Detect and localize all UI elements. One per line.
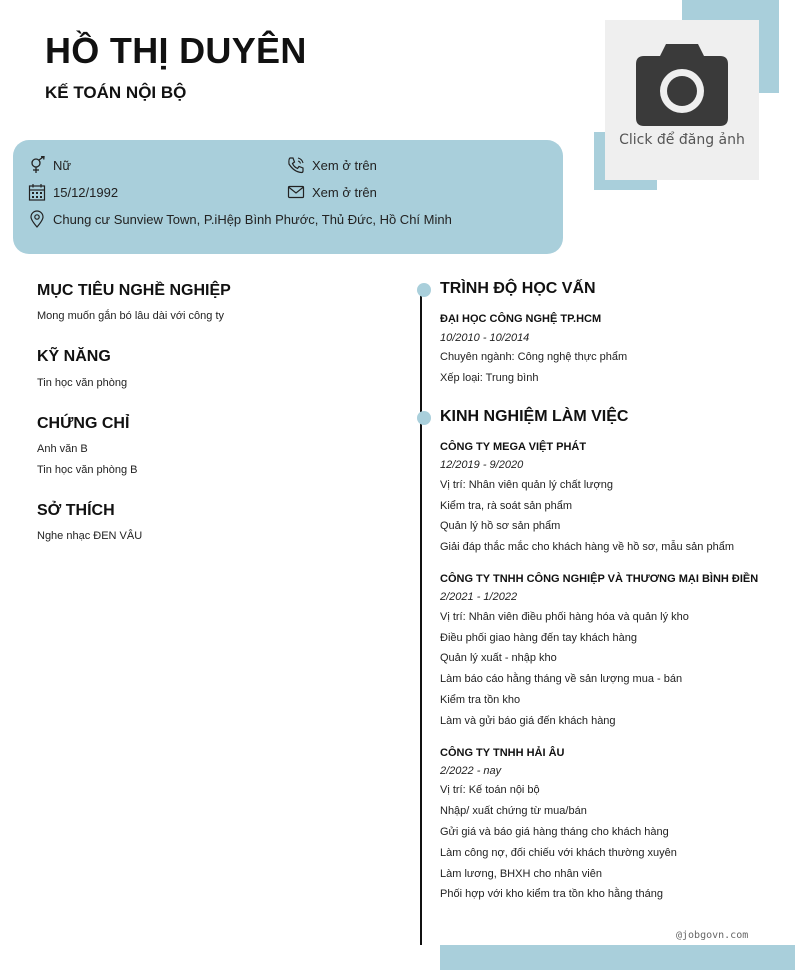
experience-heading: KINH NGHIỆM LÀM VIỆC <box>440 408 629 425</box>
hobbies-heading: SỞ THÍCH <box>37 502 115 519</box>
job-period: 12/2019 - 9/2020 <box>440 459 524 471</box>
job-line: Kiểm tra, rà soát sản phẩm <box>440 500 573 512</box>
timeline-line <box>420 290 422 945</box>
education-heading: TRÌNH ĐỘ HỌC VẤN <box>440 280 596 297</box>
calendar-icon <box>28 183 46 201</box>
location-pin-icon <box>28 210 46 228</box>
job-line: Làm lương, BHXH cho nhân viên <box>440 868 602 880</box>
job-line: Vị trí: Kế toán nội bộ <box>440 784 540 796</box>
candidate-name: HỒ THỊ DUYÊN <box>45 30 307 71</box>
job-line: Làm báo cáo hằng tháng về sản lượng mua - bán <box>440 673 683 685</box>
education-line: Chuyên ngành: Công nghệ thực phẩm <box>440 351 628 363</box>
job-line: Gửi giá và báo giá hàng tháng cho khách hàng <box>440 826 669 838</box>
certificate-item: Anh văn B <box>37 443 88 455</box>
photo-upload[interactable] <box>605 20 759 180</box>
experience-dot <box>417 411 431 425</box>
phone-icon <box>287 156 305 174</box>
contact-address <box>28 210 452 228</box>
contact-phone <box>287 156 377 174</box>
job-line: Phối hợp với kho kiểm tra tồn kho hằng tháng <box>440 888 663 900</box>
job-line: Làm và gửi báo giá đến khách hàng <box>440 715 616 727</box>
job-line: Làm công nợ, đối chiếu với khách thường xuyên <box>440 847 677 859</box>
objective-text: Mong muốn gắn bó lâu dài với công ty <box>37 310 224 322</box>
birthday-value: 15/12/1992 <box>53 184 119 200</box>
education-period: 10/2010 - 10/2014 <box>440 332 530 344</box>
certificates-heading: CHỨNG CHỈ <box>37 415 130 432</box>
job-period: 2/2022 - nay <box>440 765 502 777</box>
photo-caption: Click để đăng ảnh <box>619 132 745 148</box>
job-line: Vị trí: Nhân viên quản lý chất lượng <box>440 479 613 491</box>
job-title: KẾ TOÁN NỘI BỘ <box>45 83 187 102</box>
education-dot <box>417 283 431 297</box>
contact-email <box>287 183 377 201</box>
hobby-item: Nghe nhạc ĐEN VÂU <box>37 530 143 542</box>
education-line: Xếp loại: Trung bình <box>440 372 539 384</box>
skills-heading: KỸ NĂNG <box>37 348 111 365</box>
job-line: Quản lý hồ sơ sản phẩm <box>440 520 561 532</box>
certificate-item: Tin học văn phòng B <box>37 464 138 476</box>
school-name: ĐẠI HỌC CÔNG NGHỆ TP.HCM <box>440 313 602 325</box>
gender-value: Nữ <box>53 157 72 173</box>
address-value: Chung cư Sunview Town, P.iHệp Bình Phước, Thủ Đức, Hồ Chí Minh <box>53 211 452 227</box>
camera-icon <box>636 44 728 126</box>
job-period: 2/2021 - 1/2022 <box>440 591 518 603</box>
job-line: Kiểm tra tồn kho <box>440 694 521 706</box>
job-line: Nhập/ xuất chứng từ mua/bán <box>440 805 587 817</box>
decor-block-bottom <box>440 945 795 970</box>
objective-heading: MỤC TIÊU NGHỀ NGHIỆP <box>37 282 231 299</box>
watermark: @jobgovn.com <box>676 930 749 941</box>
job-line: Quản lý xuất - nhập kho <box>440 652 557 664</box>
contact-panel <box>13 140 563 254</box>
email-value[interactable]: Xem ở trên <box>312 184 377 200</box>
job-line: Điều phối giao hàng đến tay khách hàng <box>440 632 637 644</box>
email-icon <box>287 183 305 201</box>
skill-item: Tin học văn phòng <box>37 377 128 389</box>
company-name: CÔNG TY TNHH HẢI ÂU <box>440 747 565 759</box>
job-line: Giải đáp thắc mắc cho khách hàng về hồ sơ, mẫu sản phẩm <box>440 541 734 553</box>
contact-gender <box>28 156 71 174</box>
phone-value[interactable]: Xem ở trên <box>312 157 377 173</box>
job-line: Vị trí: Nhân viên điều phối hàng hóa và quản lý kho <box>440 611 689 623</box>
contact-birthday <box>28 183 118 201</box>
company-name: CÔNG TY TNHH CÔNG NGHIỆP VÀ THƯƠNG MẠI BÌNH ĐIỀN <box>440 573 759 585</box>
company-name: CÔNG TY MEGA VIỆT PHÁT <box>440 441 587 453</box>
gender-icon <box>28 156 46 174</box>
